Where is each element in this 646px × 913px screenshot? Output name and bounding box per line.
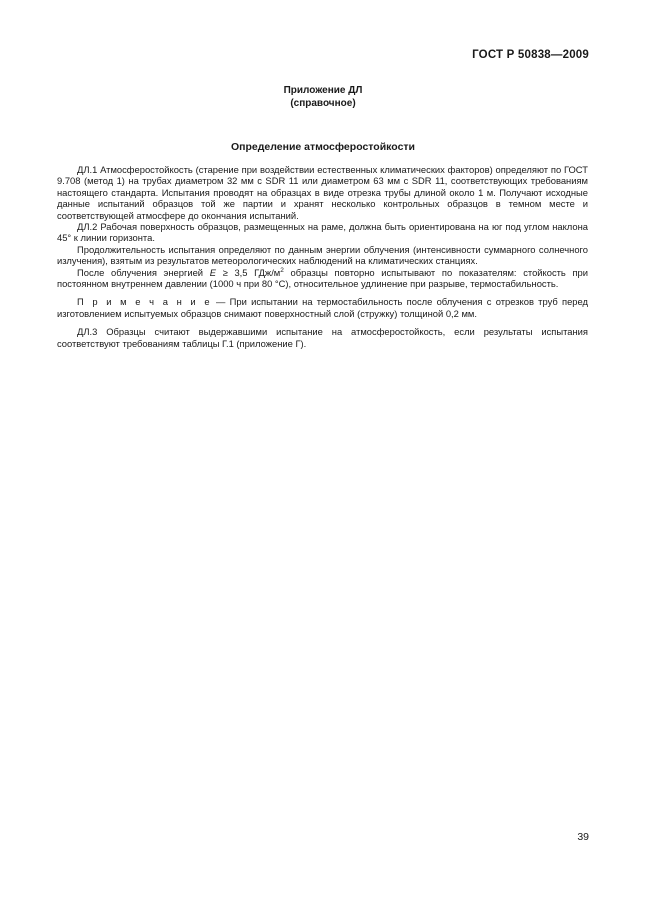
paragraph-dl1: ДЛ.1 Атмосферостойкость (старение при воздействии естественных климатических факторов) определяют по ГОСТ 9.708 (метод 1) на трубах диаметром 32 мм с SDR 11 или диаметром 63 мм с SDR 11, соответствующих требованиям настоящего стандарта. Испытания проводят на образцах в виде отрезка трубы длиной около 1 м. Получают исходные данные испытаний образцов той же партии и хранят несколько контрольных образцов в темном месте и соответствующей атмосфере до окончания испытаний. [57,164,588,221]
page-number: 39 [577,831,589,843]
energy-variable: E [209,266,216,278]
note-label: П р и м е ч а н и е [77,296,212,308]
irradiation-text-mid: ≥ 3,5 ГДж/м [215,266,281,278]
note-paragraph [57,296,588,319]
appendix-title: Приложение ДЛ [283,85,363,96]
standard-code: ГОСТ Р 50838—2009 [472,49,589,61]
body-text [57,164,588,349]
paragraph-dl3: ДЛ.3 Образцы считают выдержавшими испытание на атмосферостойкость, если результаты испытания соответствуют требованиям таблицы Г.1 (приложение Г). [57,326,588,349]
irradiation-text-pre: После облучения энергией [77,266,210,278]
paragraph-duration: Продолжительность испытания определяют по данным энергии облучения (интенсивности суммарного солнечного излучения), взятым из результатов метеорологических наблюдений на климатических станциях. [57,243,588,267]
section-title: Определение атмосферостойкости [230,141,416,153]
appendix-subtitle: (справочное) [290,98,356,109]
paragraph-irradiation [57,267,588,290]
appendix-heading [0,84,646,110]
paragraph-dl2: ДЛ.2 Рабочая поверхность образцов, размещенных на раме, должна быть ориентирована на юг под углом наклона 45° к линии горизонта. [57,221,588,244]
note-text: — При испытании на термостабильность после облучения с отрезков труб перед изготовлением испытуемых образцов снимают поверхностный слой (стружку) толщиной 0,2 мм. [57,296,588,319]
superscript-2: 2 [280,266,284,274]
irradiation-text-post: образцы повторно испытывают по показателям: стойкость при постоянном внутреннем давлении (1000 ч при 80 °С), относительное удлинение при разрыве, термостабильность. [57,266,588,290]
